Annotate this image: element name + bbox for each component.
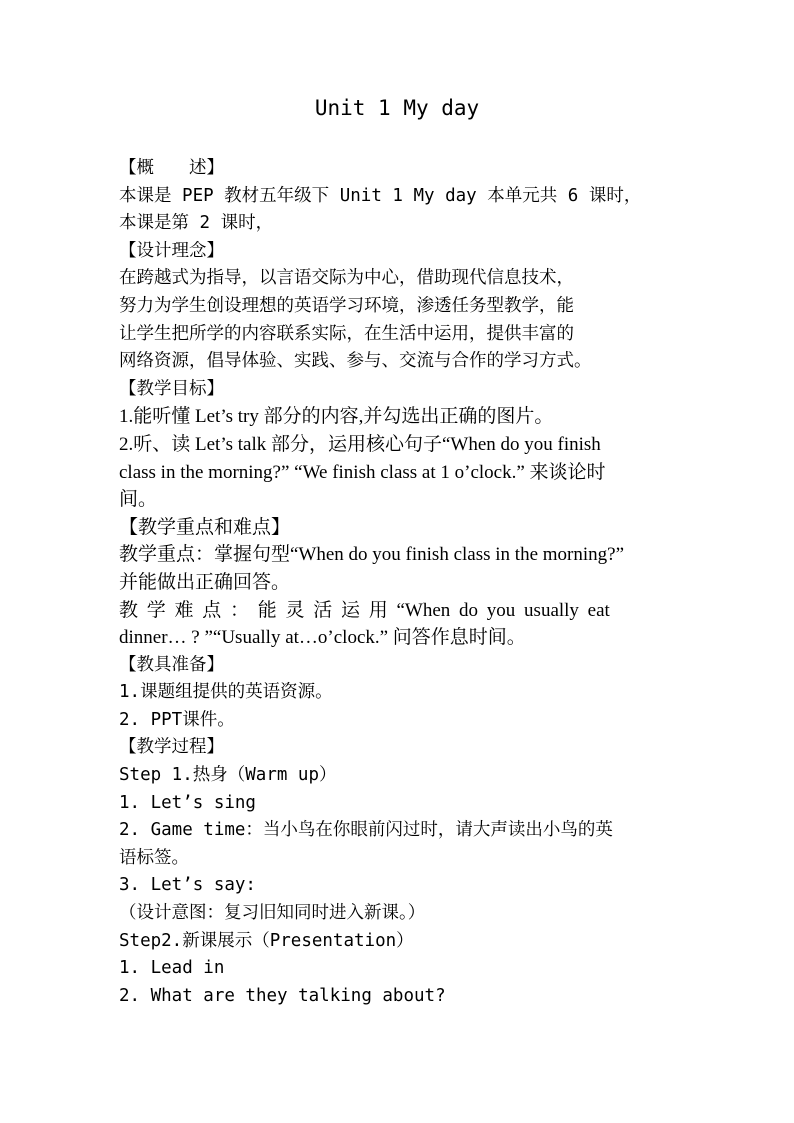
- document-body: [119, 155, 675, 1010]
- section-heading-key-points: 【教学重点和难点】: [119, 516, 291, 538]
- process-item: 1. Let’s sing: [119, 792, 256, 813]
- paragraph-line: 本课是 PEP 教材五年级下 Unit 1 My day 本单元共 6 课时，: [119, 185, 642, 206]
- paragraph-line: 网络资源，倡导体验、实践、参与、交流与合作的学习方式。: [119, 351, 592, 372]
- paragraph-line: 努力为学生创设理想的英语学习环境，渗透任务型教学，能: [119, 295, 574, 316]
- key-point-text: 教学重点：掌握句型“When do you finish class in the morning?”: [119, 544, 625, 566]
- key-point-text: 并能做出正确回答。: [119, 571, 291, 593]
- process-item: 3. Let’s say:: [119, 875, 256, 896]
- section-heading-objectives: 【教学目标】: [119, 378, 224, 399]
- objective-item: 2.听、读 Let’s talk 部分，运用核心句子“When do you finish: [119, 433, 601, 455]
- difficulty-text: dinner… ? ”“Usually at…o’clock.” 问答作息时间。: [119, 627, 526, 649]
- materials-item: 1.课题组提供的英语资源。: [119, 682, 333, 703]
- difficulty-text: 教 学 难 点 ： 能 灵 活 运 用 “When do you usually eat: [119, 599, 610, 621]
- objective-item-continuation: 间。: [119, 489, 158, 511]
- paragraph-line: 让学生把所学的内容联系实际，在生活中运用，提供丰富的: [119, 323, 574, 344]
- process-step: Step2.新课展示（Presentation）: [119, 930, 414, 951]
- document-title: Unit 1 My day: [314, 96, 480, 120]
- process-item: 2. Game time：当小鸟在你眼前闪过时，请大声读出小鸟的英: [119, 820, 613, 841]
- process-step: Step 1.热身（Warm up）: [119, 765, 337, 786]
- paragraph-line: 在跨越式为指导，以言语交际为中心，借助现代信息技术，: [119, 268, 574, 289]
- section-heading-design-concept: 【设计理念】: [119, 240, 224, 261]
- objective-item: 1.能听懂 Let’s try 部分的内容,并勾选出正确的图片。: [119, 406, 554, 428]
- process-item: 1. Lead in: [119, 958, 225, 979]
- materials-item: 2. PPT课件。: [119, 709, 235, 730]
- section-heading-process: 【教学过程】: [119, 737, 224, 758]
- section-heading-overview: 【概 述】: [119, 158, 224, 178]
- paragraph-line: 本课是第 2 课时，: [119, 213, 274, 234]
- process-item: 2. What are they talking about?: [119, 985, 446, 1006]
- process-item: 语标签。: [119, 847, 189, 868]
- design-intent-note: （设计意图：复习旧知同时进入新课。）: [119, 903, 426, 924]
- objective-item-continuation: class in the morning?” “We finish class at 1 o’clock.” 来谈论时: [119, 461, 606, 483]
- section-heading-materials: 【教具准备】: [119, 654, 224, 675]
